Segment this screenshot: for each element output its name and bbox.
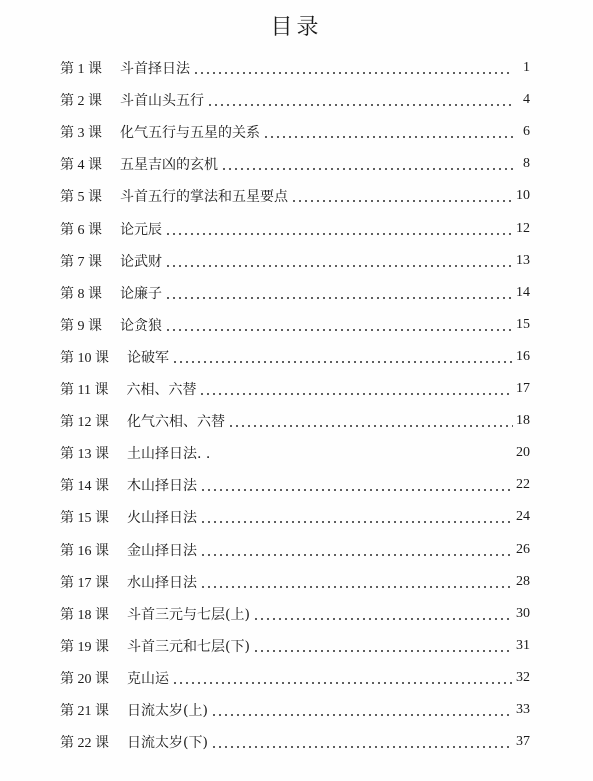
toc-dot-leader	[263, 125, 513, 139]
toc-entry[interactable]	[60, 505, 530, 529]
toc-entry[interactable]	[60, 538, 530, 562]
toc-page-number: 24	[516, 509, 530, 525]
toc-page-number: 4	[523, 92, 530, 108]
toc-lesson-title: 论破军	[127, 349, 169, 366]
toc-entry[interactable]	[60, 88, 530, 112]
toc-page-number: 22	[516, 477, 530, 493]
toc-lesson-title: 火山择日法	[127, 510, 197, 527]
toc-lesson-title: 斗首三元和七层(下)	[127, 638, 250, 655]
toc-page-number: 16	[516, 348, 530, 364]
toc-page-number: 28	[516, 573, 530, 589]
toc-lesson-number: 第 15 课	[60, 511, 109, 527]
toc-lesson-title: 金山择日法	[127, 542, 197, 559]
toc-entry[interactable]	[60, 698, 530, 722]
toc-page-number: 18	[516, 413, 530, 429]
toc-lesson-title: 斗首择日法	[120, 61, 190, 77]
toc-dot-leader	[199, 382, 513, 396]
toc-lesson-number: 第 5 课	[60, 190, 102, 206]
toc-page-number: 6	[523, 124, 530, 140]
toc-entry[interactable]	[60, 152, 530, 176]
toc-entry[interactable]	[60, 602, 530, 626]
toc-lesson-title: 斗首山头五行	[120, 93, 204, 110]
toc-page-number: 1	[523, 60, 530, 75]
toc-lesson-title: 六相、六替	[126, 382, 197, 398]
toc-dot-leader	[200, 478, 513, 492]
toc-entry[interactable]	[60, 666, 530, 690]
toc-lesson-number: 第 14 课	[60, 479, 109, 495]
toc-lesson-title: 五星吉凶的玄机	[120, 157, 218, 174]
toc-lesson-number: 第 17 课	[60, 575, 109, 591]
toc-dot-leader	[172, 350, 513, 364]
toc-page-number: 31	[516, 637, 530, 653]
toc-entry[interactable]	[60, 345, 530, 369]
toc-page-number: 12	[516, 220, 530, 236]
toc-lesson-title: 斗首三元与七层(上)	[127, 606, 250, 623]
toc-dot-leader	[165, 286, 513, 300]
toc-dot-leader	[291, 189, 513, 203]
toc-lesson-title: 论武财	[120, 253, 162, 270]
toc-lesson-number: 第 4 课	[60, 158, 102, 174]
toc-dot-leader	[165, 222, 513, 236]
toc-page-number: 26	[516, 541, 530, 557]
toc-lesson-title: 克山运	[127, 670, 169, 687]
toc-page-number: 15	[516, 316, 530, 332]
toc-lesson-number: 第 2 课	[60, 94, 102, 110]
toc-dot-leader	[221, 157, 513, 171]
toc-entry[interactable]	[60, 409, 530, 433]
toc-lesson-number: 第 13 课	[60, 447, 109, 463]
toc-entry[interactable]	[60, 377, 530, 401]
toc-entry[interactable]	[60, 120, 530, 144]
toc-page-number: 10	[516, 188, 530, 204]
toc-page-number: 32	[516, 669, 530, 685]
toc-entry[interactable]	[60, 249, 530, 273]
toc-lesson-title: 水山择日法	[127, 574, 197, 591]
toc-lesson-title: 日流太岁(下)	[127, 735, 208, 752]
toc-lesson-title: 论廉子	[120, 285, 162, 302]
toc-dot-leader	[207, 93, 513, 107]
toc-lesson-title: 化气六相、六替	[127, 414, 225, 431]
toc-entry[interactable]	[60, 184, 530, 208]
toc-page-number: 17	[516, 381, 530, 396]
toc-entry[interactable]	[60, 217, 530, 241]
toc-lesson-number: 第 18 课	[60, 607, 109, 623]
toc-lesson-number: 第 11 课	[60, 383, 109, 398]
toc-dot-leader	[172, 671, 513, 685]
toc-lesson-title: 土山择日法. .	[127, 446, 211, 463]
toc-lesson-title: 斗首五行的掌法和五星要点	[120, 189, 288, 206]
toc-entry[interactable]	[60, 570, 530, 594]
toc-dot-leader	[165, 254, 513, 268]
toc-lesson-number: 第 9 课	[60, 318, 102, 334]
toc-dot-leader	[228, 414, 513, 428]
toc-entry[interactable]	[60, 281, 530, 305]
toc-lesson-title: 论元辰	[120, 221, 162, 238]
toc-page-number: 33	[516, 702, 530, 717]
toc-lesson-number: 第 3 课	[60, 126, 102, 142]
toc-page-number: 13	[516, 252, 530, 268]
toc-dot-leader	[253, 607, 513, 621]
toc-entry[interactable]	[60, 730, 530, 754]
toc-lesson-number: 第 16 课	[60, 543, 109, 559]
toc-lesson-title: 日流太岁(上)	[127, 703, 208, 719]
toc-entry[interactable]	[60, 473, 530, 497]
toc-lesson-number: 第 6 课	[60, 222, 102, 238]
toc-lesson-number: 第 21 课	[60, 704, 109, 719]
toc-dot-leader	[165, 318, 513, 332]
toc-lesson-title: 木山择日法	[127, 478, 197, 495]
toc-lesson-title: 化气五行与五星的关系	[120, 125, 260, 142]
toc-lesson-number: 第 20 课	[60, 671, 109, 687]
toc-entry[interactable]	[60, 56, 530, 80]
toc-lesson-number: 第 19 课	[60, 639, 109, 655]
toc-lesson-number: 第 8 课	[60, 286, 102, 302]
toc-dot-leader	[193, 61, 513, 75]
toc-dot-leader	[253, 639, 513, 653]
toc-dot-leader	[200, 543, 513, 557]
toc-page-number: 14	[516, 284, 530, 300]
toc-page-number: 30	[516, 605, 530, 621]
page-title: 目录	[270, 15, 323, 40]
toc-page-number: 20	[516, 445, 530, 461]
toc-dot-leader	[200, 510, 513, 524]
toc-dot-leader	[200, 575, 513, 589]
toc-lesson-number: 第 7 课	[60, 254, 102, 270]
toc-lesson-number: 第 1 课	[60, 62, 102, 77]
toc-lesson-number: 第 22 课	[60, 736, 109, 752]
toc-dot-leader	[211, 735, 513, 749]
toc-entry[interactable]	[60, 313, 530, 337]
toc-lesson-title: 论贪狼	[120, 317, 162, 334]
toc-lesson-number: 第 10 课	[60, 350, 109, 366]
toc-dot-leader	[211, 703, 513, 717]
toc-page-number: 8	[523, 156, 530, 172]
toc-page-number: 37	[516, 734, 530, 750]
toc-entry[interactable]	[60, 441, 530, 465]
toc-lesson-number: 第 12 课	[60, 415, 109, 431]
toc-entry[interactable]	[60, 634, 530, 658]
